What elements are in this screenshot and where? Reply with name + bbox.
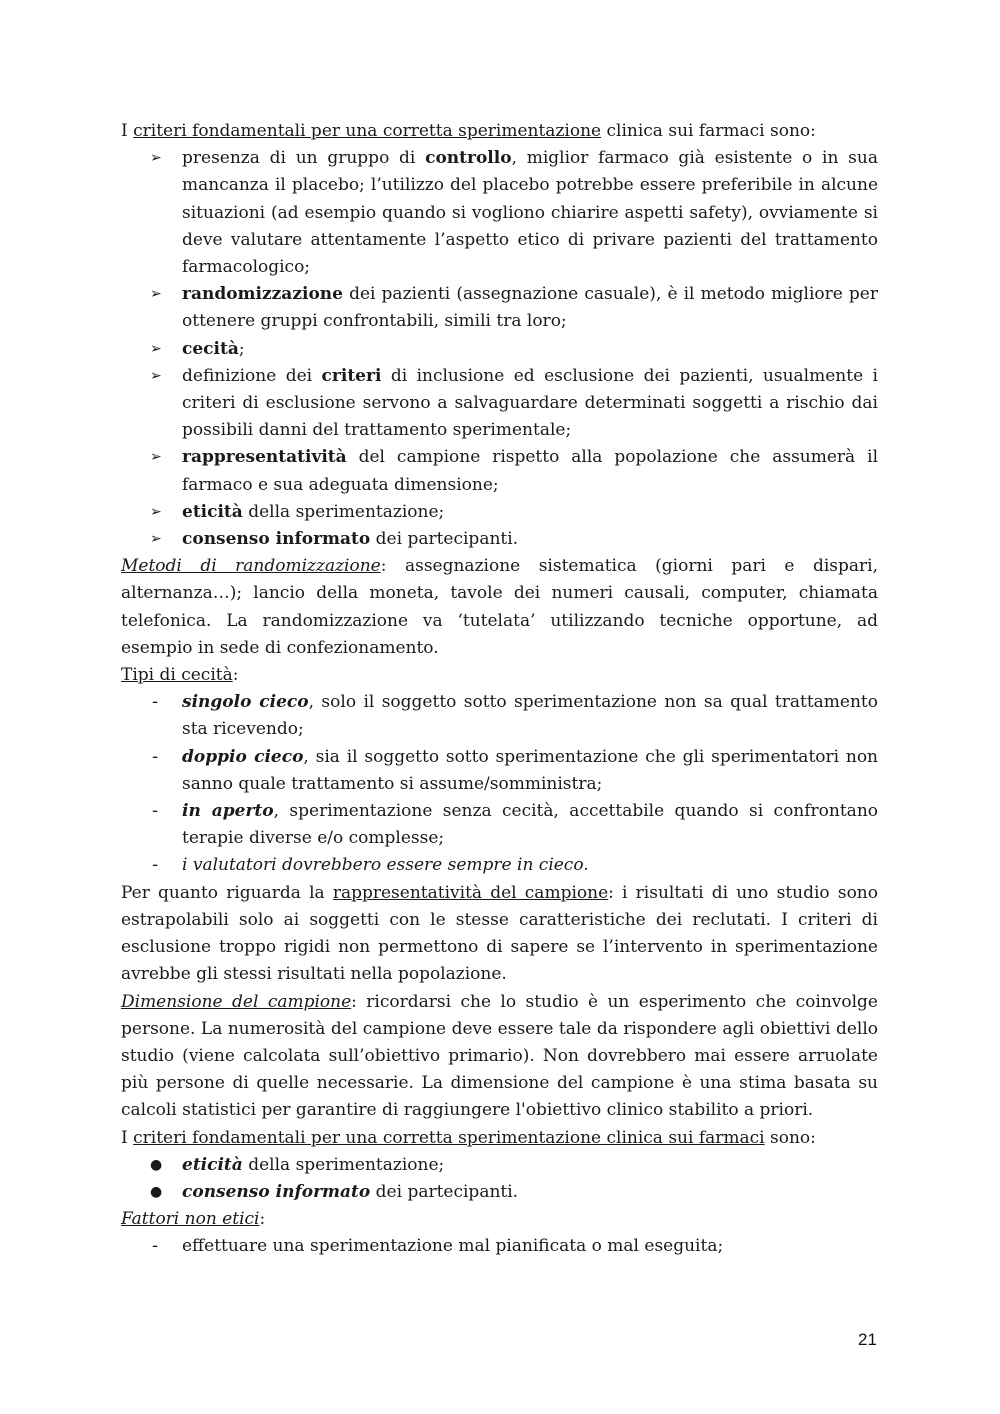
arrow-bullet-icon: ➢ (150, 340, 162, 357)
text-run: , sperimentazione senza cecità, accettabile quando si confrontano terapie diverse e/o complesse; (182, 801, 879, 849)
list-item (121, 363, 878, 445)
bold-term: controllo (425, 148, 512, 169)
dash-bullet-icon: - (152, 1236, 159, 1257)
arrow-bullet-icon: ➢ (150, 531, 162, 548)
italic-text: i valutatori dovrebbero essere sempre in cieco. (182, 855, 589, 876)
list-item (121, 1233, 878, 1260)
ethics-list (121, 1152, 878, 1206)
text-run: , miglior farmaco già esistente o in sua mancanza il placebo; l’utilizzo del placebo potrebbe essere preferibile in alcune situazioni (ad esempio quando si vogliono chiarire aspetti safety), ovviamente si deve valutare attentamente l’aspetto etico di privare pazienti del trattamento farmacologico; (182, 148, 878, 278)
list-item (121, 444, 878, 498)
text-run: I (121, 121, 134, 141)
text-run: , solo il soggetto sotto sperimentazione non sa qual trattamento sta ricevendo; (182, 692, 879, 740)
arrow-bullet-icon: ➢ (150, 449, 162, 466)
text-run: ; (238, 338, 245, 359)
text-run: di inclusione ed esclusione dei pazienti, usualmente i criteri di esclusione servono a salvaguardare determinati soggetti a rischio dai possibili danni del trattamento sperimentale; (182, 365, 878, 441)
dot-bullet-icon: ● (150, 1183, 163, 1200)
text-run: della sperimentazione; (242, 1154, 445, 1175)
list-item (121, 499, 878, 526)
text-run: effettuare una sperimentazione mal pianificata o mal eseguita; (182, 1236, 724, 1257)
bold-term: criteri (321, 365, 382, 386)
underlined-phrase: criteri fondamentali per una corretta sperimentazione (133, 121, 602, 141)
text-run: presenza di un gruppo di (182, 148, 426, 169)
section-label: Tipi di cecità (121, 665, 233, 686)
list-item (121, 689, 878, 743)
dash-bullet-icon: - (152, 855, 159, 876)
bold-term: consenso informato (182, 529, 371, 550)
text-run: I (121, 1127, 134, 1148)
document-body (121, 118, 878, 1261)
text-run: , sia il soggetto sotto sperimentazione che gli sperimentatori non sanno quale trattamento si assume/somministra; (182, 746, 878, 794)
text-run: dei pazienti (assegnazione casuale), è il metodo migliore per ottenere gruppi confrontabili, simili tra loro; (182, 284, 878, 332)
arrow-bullet-icon: ➢ (150, 286, 162, 303)
arrow-bullet-icon: ➢ (150, 503, 162, 520)
blinding-types-heading (121, 662, 878, 689)
text-run: clinica sui farmaci sono: (601, 121, 816, 141)
bold-italic-term: doppio cieco (182, 746, 304, 767)
representativeness-paragraph (121, 880, 878, 989)
text-run: : assegnazione sistematica (giorni pari e dispari, alternanza…); lancio della moneta, tavole dei numeri causali, computer, chiamata telefonica. La randomizzazione va ‘tutelata’ utilizzando tecniche opportune, ad esempio in sede di confezionamento. (121, 556, 878, 658)
text-run: Per quanto riguarda la (121, 882, 333, 903)
unethical-factors-list (121, 1233, 878, 1260)
arrow-bullet-icon: ➢ (150, 367, 162, 384)
text-run: del campione rispetto alla popolazione che assumerà il farmaco e sua adeguata dimensione; (182, 447, 878, 495)
list-item (121, 852, 878, 879)
section-label: Dimensione del campione (121, 991, 352, 1012)
bold-italic-term: consenso informato (182, 1181, 371, 1202)
text-run: sono: (764, 1127, 816, 1148)
text-run: della sperimentazione; (242, 501, 445, 522)
section-label: Fattori non etici (121, 1209, 260, 1230)
list-item (121, 145, 878, 281)
dash-bullet-icon: - (152, 692, 159, 713)
text-run: definizione dei (182, 365, 322, 386)
bold-term: eticità (182, 501, 243, 522)
blinding-types-list (121, 689, 878, 879)
list-item (121, 336, 878, 363)
dash-bullet-icon: - (152, 801, 159, 822)
underlined-phrase: criteri fondamentali per una corretta sperimentazione clinica sui farmaci (133, 1127, 765, 1148)
unethical-factors-heading (121, 1206, 878, 1233)
text-run: : (232, 665, 239, 686)
bold-italic-term: singolo cieco (182, 692, 309, 713)
dot-bullet-icon: ● (150, 1156, 163, 1173)
text-run: dei partecipanti. (370, 529, 519, 550)
text-run: : (259, 1209, 266, 1230)
bold-italic-term: in aperto (182, 801, 274, 822)
underlined-phrase: rappresentatività del campione (332, 882, 609, 903)
criteria-second-paragraph (121, 1125, 878, 1152)
page-number: 21 (858, 1330, 877, 1349)
criteria-intro-paragraph (121, 118, 878, 145)
bold-term: rappresentatività (182, 447, 347, 468)
list-item (121, 526, 878, 553)
section-label: Metodi di randomizzazione (121, 556, 381, 577)
sample-size-paragraph (121, 989, 878, 1125)
criteria-list (121, 145, 878, 553)
bold-italic-term: eticità (182, 1154, 243, 1175)
list-item (121, 744, 878, 798)
randomization-methods-paragraph (121, 553, 878, 662)
list-item (121, 798, 878, 852)
bold-term: randomizzazione (182, 284, 343, 305)
text-run: dei partecipanti. (370, 1181, 519, 1202)
text-run: : i risultati di uno studio sono estrapolabili solo ai soggetti con le stesse caratteristiche dei reclutati. I criteri di esclusione troppo rigidi non permettono di sapere se l’intervento in sperimentazione avrebbe gli stessi risultati nella popolazione. (121, 882, 878, 985)
text-run: : ricordarsi che lo studio è un esperimento che coinvolge persone. La numerosità del campione deve essere tale da rispondere agli obiettivi dello studio (viene calcolata sull’obiettivo primario). Non dovrebbero mai essere arruolate più persone di quelle necessarie. La dimensione del campione è una stima basata su calcoli statistici per garantire di raggiungere l'obiettivo clinico stabilito a priori. (121, 991, 878, 1121)
list-item (121, 281, 878, 335)
dash-bullet-icon: - (152, 746, 159, 767)
list-item (121, 1179, 878, 1206)
arrow-bullet-icon: ➢ (150, 150, 162, 167)
list-item (121, 1152, 878, 1179)
bold-term: cecità (182, 338, 239, 359)
